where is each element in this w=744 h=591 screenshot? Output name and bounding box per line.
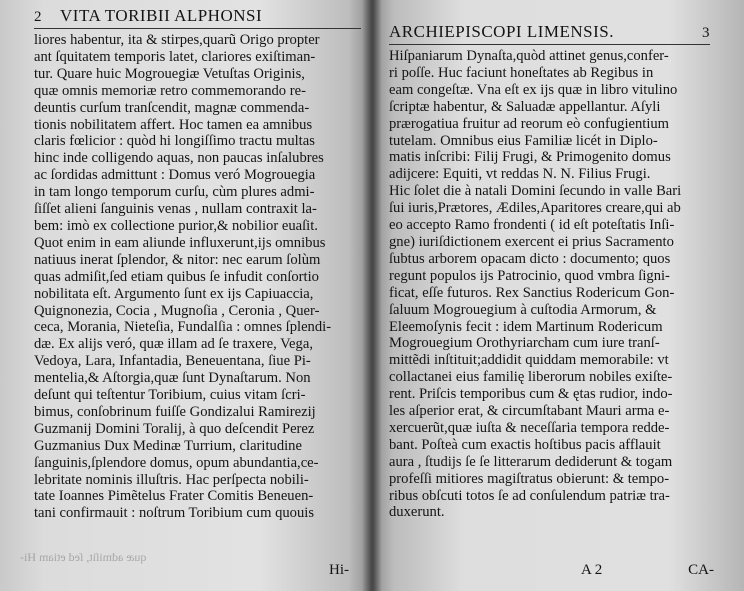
text-line: nobilitata eſt. Argumento ſunt ex ijs Capiuaccia,: [34, 285, 314, 302]
text-line: prærogatiua fruitur ad reorum eò confugientium: [389, 115, 670, 132]
text-line: Guzmanius Dux Medinæ Turrium, claritudine: [34, 437, 302, 454]
right-footer: [581, 562, 714, 579]
text-line: duxerunt.: [389, 504, 445, 521]
text-line: Quignonezia, Cocia , Mugnoſia , Ceronia , Quer-: [34, 302, 320, 319]
text-line: Mogrouegium Orothyriarcham cum iure tranſ-: [389, 335, 660, 352]
text-line: claris fœlicior : quòd hi longiſſimo tractu multas: [34, 133, 315, 150]
text-line: ſubtus arborem opacam dicto : documento; quos: [389, 250, 671, 267]
text-line: ſui iuris,Prætores, Ædiles,Aparitores creare,qui ab: [389, 200, 681, 217]
text-line: matis inſcribi: Filij Frugi, & Primogenito domus: [389, 149, 671, 166]
right-page: [371, 0, 744, 591]
text-line: ſcriptæ habentur, & Saluadæ appellantur. Aſyli: [389, 98, 661, 115]
text-line: les aſperior erat, & circumſtabant Mauri arma e-: [389, 403, 670, 420]
text-line: eam congeſtæ. Vna eſt ex ijs quæ in libro vitulino: [389, 81, 678, 98]
text-line: quas admiſit,ſed etiam quibus ſe infudit conſortio: [34, 268, 319, 285]
text-line: ſanguinis,ſplendore domus, opum abundantia,ce-: [34, 454, 319, 471]
text-line: ac ſordidas admittunt : Domus veró Mogrouegia: [34, 167, 316, 184]
text-line: bem: imò ex collectione purior,& nobilior euaſit.: [34, 217, 318, 234]
text-line: Vedoya, Lara, Infantadia, Beneuentana, ſiue Pi-: [34, 353, 311, 370]
text-line: Eleemoſynis fecit : idem Martinum Rodericum: [389, 318, 663, 335]
right-running-title: ARCHIEPISCOPI LIMENSIS.: [389, 22, 614, 41]
left-catchword: Hi-: [329, 562, 349, 578]
text-line: aura , ſtudijs ſe ſe litterarum dediderunt & togam: [389, 453, 673, 470]
text-line: Quot enim in eam aliunde influxerunt,ijs omnibus: [34, 234, 326, 251]
signature-mark: A 2: [581, 562, 603, 578]
text-line: xercuerũt,quæ iuſta & neceſſaria tempora redde-: [389, 419, 670, 436]
text-line: ant ſquitatem temporis latet, clariores exiſtiman-: [34, 48, 316, 65]
bleed-through-text: quæ admiſit, ſed etiam Hi-: [20, 550, 147, 564]
text-line: bimus, conſobrinum fuiſſe Gondizalui Ramirezij: [34, 403, 316, 420]
text-line: tani confirmauit : noſtrum Toribium cum quouis: [34, 505, 315, 522]
right-running-head: [389, 22, 710, 45]
text-line: tutelam. Omnibus eius Familiæ licét in Diplo-: [389, 132, 658, 149]
text-line: tate Ioannes Pimẽtelus Frater Comitis Beneuen-: [34, 488, 314, 505]
text-line: liores habentur, ita & stirpes,quarũ Origo propter: [34, 32, 320, 48]
text-line: ficat, eſſe futuros. Rex Sanctius Rodericum Gon-: [389, 284, 675, 301]
text-line: ri poſſe. Huc faciunt honeſtates ab Regibus in: [389, 64, 654, 81]
book-gutter: [362, 0, 382, 591]
left-running-head: [34, 6, 361, 29]
left-folio: 2: [34, 9, 42, 25]
text-line: lebritate nominis illuſtris. Hac perſpecta nobili-: [34, 471, 309, 488]
left-running-title: VITA TORIBII ALPHONSI: [60, 6, 263, 25]
text-line: Hic ſolet die à natali Domini ſecundo in valle Bari: [389, 183, 682, 200]
text-line: eo accepto Ramo frondenti ( id eſt poteſtatis Inſi-: [389, 217, 675, 234]
text-line: hinc inde colligendo aquas, non paucas inſalubres: [34, 150, 324, 167]
left-body-text: [34, 32, 361, 522]
text-line: profeſſi mitiores magiſtratus obierunt: & tempo-: [389, 470, 670, 487]
text-line: ceca, Morania, Nieteſia, Fundalſia : omnes ſplendi-: [34, 319, 332, 336]
text-line: ribus obſcuti totos ſe ad conſulendum patriæ tra-: [389, 487, 670, 504]
text-line: rent. Priſcis temporibus cum & ętas rudior, indo-: [389, 386, 673, 403]
text-line: deſunt qui teſtentur Toribium, cuius vitam ſcri-: [34, 387, 306, 404]
text-line: regunt populos ijs Patrocinio, quod vmbra ſigni-: [389, 267, 670, 284]
text-line: Hiſpaniarum Dynaſta,quòd attinet genus,confer-: [389, 48, 669, 64]
text-line: collactanei eius familię liberorum nobiles exiſte-: [389, 369, 673, 386]
text-line: bant. Poſteà cum exactis hoſtibus pacis afflauit: [389, 436, 661, 453]
text-line: in tam longo temporum curſu, cùm plures admi-: [34, 184, 315, 201]
text-line: tionis nobilitatem affert. Hoc tamen ea amnibus: [34, 116, 313, 133]
text-line: dæ. Ex alijs veró, quæ illam ad ſe traxere, Vega,: [34, 336, 313, 353]
text-line: Guzmanij Domini Toralij, à quo deſcendit Perez: [34, 420, 315, 437]
text-line: gne) iuriſdictionem exercent ei prius Sacramento: [389, 233, 674, 250]
right-folio: 3: [702, 25, 710, 41]
text-line: natiuus inerat ſplendor, & nitor: nec earum ſolùm: [34, 251, 321, 268]
text-line: tur. Quare huic Mogrouegiæ Vetuſtas Originis,: [34, 65, 305, 82]
left-page: [0, 0, 371, 591]
text-line: ſaluum Mogrouegium à cuſtodia Armorum, &: [389, 301, 657, 318]
text-line: deuntis curſum tranſcendit, magnæ commenda-: [34, 99, 310, 116]
text-line: quæ omnis memoriæ retro commemorando re-: [34, 82, 306, 99]
text-line: mittẽdi inſtituit;addidit quiddam memorabile: vt: [389, 352, 669, 369]
text-line: mentelia,& Aſtorgia,quæ ſunt Dynaſtarum. Non: [34, 370, 311, 387]
right-catchword: CA-: [688, 562, 714, 578]
text-line: ſiſſet alieni ſanguinis venas , nullam contraxit la-: [34, 201, 317, 218]
text-line: adijcere: Equiti, vt reddas N. N. Filius Frugi.: [389, 166, 651, 183]
right-body-text: [389, 48, 710, 521]
